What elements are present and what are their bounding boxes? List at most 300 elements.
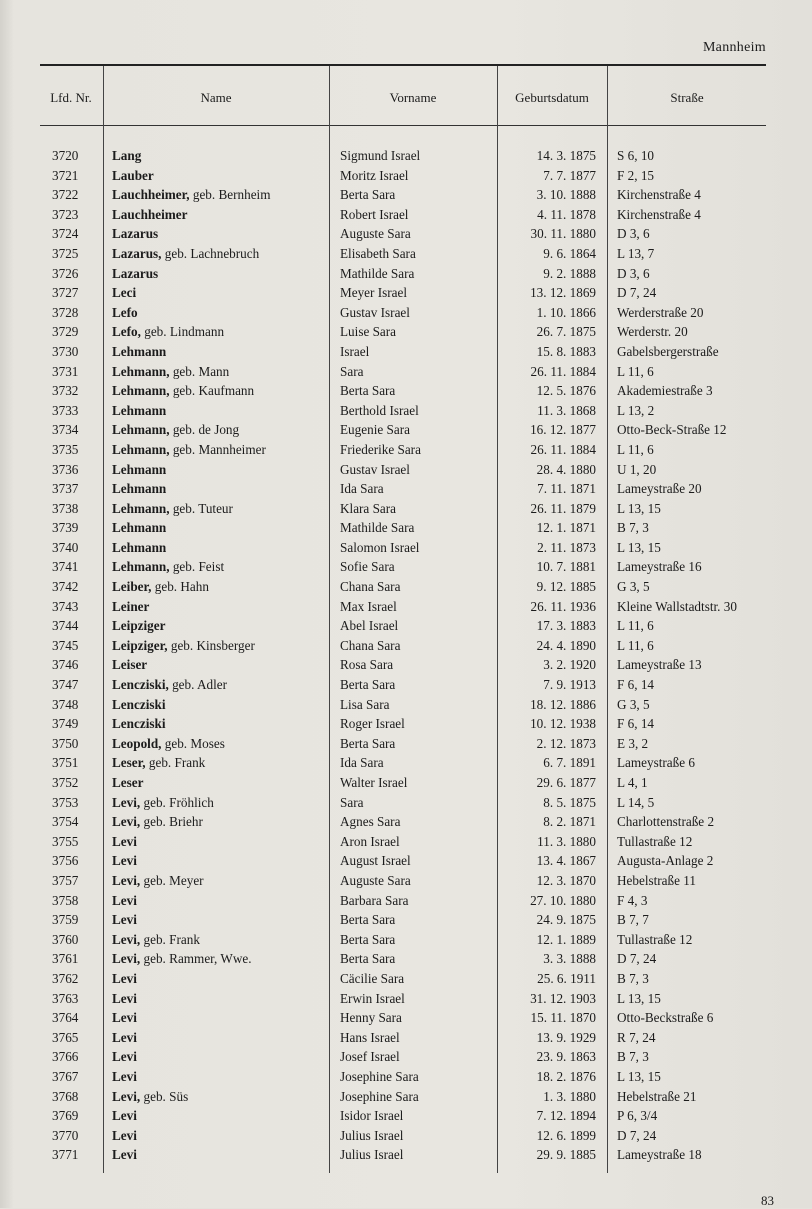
table-row	[40, 812, 780, 832]
cell-birthdate: 16. 12. 1877	[530, 422, 596, 438]
cell-first-name: Chana Sara	[340, 579, 401, 595]
cell-street: L 13, 15	[617, 539, 661, 555]
surname: Lauchheimer	[112, 206, 188, 222]
cell-nr: 3735	[52, 441, 79, 457]
name-suffix: geb. Meyer	[140, 872, 204, 888]
cell-street: Hebelstraße 11	[617, 872, 696, 888]
cell-name	[112, 714, 330, 734]
cell-first-name: Sara	[340, 794, 364, 810]
cell-first-name: Berthold Israel	[340, 402, 419, 418]
cell-first-name: Ida Sara	[340, 481, 384, 497]
cell-name	[112, 636, 330, 656]
cell-street: B 7, 3	[617, 520, 649, 536]
cell-name	[112, 949, 330, 969]
cell-first-name: Erwin Israel	[340, 990, 405, 1006]
cell-name	[112, 479, 330, 499]
cell-nr: 3743	[52, 598, 79, 614]
cell-name	[112, 342, 330, 362]
cell-street: G 3, 5	[617, 696, 650, 712]
surname: Lencziski	[112, 696, 166, 712]
table-row	[40, 518, 780, 538]
table-row	[40, 616, 780, 636]
cell-birthdate: 24. 9. 1875	[536, 912, 596, 928]
cell-first-name: Julius Israel	[340, 1147, 404, 1163]
cell-nr: 3768	[52, 1088, 79, 1104]
table-row	[40, 264, 780, 284]
cell-first-name: Josef Israel	[340, 1049, 400, 1065]
cell-name	[112, 910, 330, 930]
cell-first-name: Mathilde Sara	[340, 520, 415, 536]
cell-name	[112, 616, 330, 636]
name-suffix: geb. Fröhlich	[140, 794, 214, 810]
surname: Lencziski,	[112, 677, 169, 693]
cell-nr: 3764	[52, 1010, 79, 1026]
surname: Levi	[112, 1147, 137, 1163]
cell-birthdate: 27. 10. 1880	[530, 892, 596, 908]
cell-first-name: Eugenie Sara	[340, 422, 410, 438]
surname: Lang	[112, 148, 142, 163]
surname: Leci	[112, 285, 137, 301]
surname: Lehmann,	[112, 559, 170, 575]
table-row	[40, 949, 780, 969]
cell-birthdate: 12. 1. 1889	[536, 931, 596, 947]
cell-nr: 3727	[52, 285, 79, 301]
table-row	[40, 1087, 780, 1107]
cell-name	[112, 655, 330, 675]
cell-nr: 3752	[52, 775, 79, 790]
cell-first-name: Berta Sara	[340, 931, 396, 947]
cell-nr: 3763	[52, 990, 79, 1006]
surname: Leipziger,	[112, 637, 168, 653]
page-number: 83	[761, 1193, 774, 1208]
cell-first-name: Lisa Sara	[340, 696, 390, 712]
surname: Levi,	[112, 951, 141, 967]
cell-birthdate: 15. 11. 1870	[530, 1010, 596, 1026]
cell-first-name: Barbara Sara	[340, 892, 409, 908]
cell-name	[112, 322, 330, 342]
table-row	[40, 577, 780, 597]
cell-street: L 11, 6	[617, 637, 654, 653]
surname: Levi	[112, 1108, 137, 1124]
cell-first-name: Abel Israel	[340, 618, 399, 634]
cell-birthdate: 12. 1. 1871	[536, 520, 596, 536]
cell-nr: 3771	[52, 1147, 79, 1163]
table-row	[40, 283, 780, 303]
table-row	[40, 793, 780, 813]
cell-street: D 3, 6	[617, 226, 650, 242]
cell-birthdate: 7. 12. 1894	[536, 1108, 596, 1124]
cell-name	[112, 989, 330, 1009]
cell-street: D 7, 24	[617, 1127, 657, 1143]
cell-street: Lameystraße 18	[617, 1147, 702, 1163]
cell-birthdate: 3. 2. 1920	[543, 657, 596, 673]
cell-name	[112, 597, 330, 617]
surname: Lauchheimer,	[112, 187, 190, 203]
table-row	[40, 989, 780, 1009]
cell-name	[112, 871, 330, 891]
cell-nr: 3756	[52, 853, 79, 869]
cell-birthdate: 13. 12. 1869	[530, 285, 596, 301]
cell-first-name: Elisabeth Sara	[340, 245, 416, 261]
cell-first-name: August Israel	[340, 853, 411, 869]
cell-nr: 3726	[52, 265, 79, 281]
cell-street: R 7, 24	[617, 1029, 656, 1045]
cell-birthdate: 12. 5. 1876	[536, 383, 596, 399]
cell-first-name: Salomon Israel	[340, 539, 420, 555]
table-row	[40, 557, 780, 577]
name-suffix: geb. Mann	[169, 363, 230, 379]
cell-name	[112, 1087, 330, 1107]
cell-first-name: Roger Israel	[340, 716, 405, 732]
cell-street: Lameystraße 16	[617, 559, 702, 575]
cell-name	[112, 1047, 330, 1067]
cell-first-name: Sofie Sara	[340, 559, 395, 575]
cell-nr: 3747	[52, 677, 79, 693]
cell-street: Charlottenstraße 2	[617, 814, 715, 830]
table-row	[40, 891, 780, 911]
cell-name	[112, 891, 330, 911]
cell-street: L 13, 2	[617, 402, 655, 418]
cell-nr: 3734	[52, 422, 79, 438]
surname: Lehmann	[112, 402, 167, 418]
cell-name	[112, 832, 330, 852]
cell-name	[112, 793, 330, 813]
cell-name	[112, 773, 330, 793]
cell-first-name: Hans Israel	[340, 1029, 400, 1045]
table-row	[40, 753, 780, 773]
cell-birthdate: 6. 7. 1891	[543, 755, 596, 771]
cell-street: L 11, 6	[617, 441, 654, 457]
table-row	[40, 303, 780, 323]
surname: Levi	[112, 1068, 137, 1084]
name-suffix: geb. Feist	[169, 559, 225, 575]
cell-street: F 2, 15	[617, 167, 655, 183]
cell-street: F 6, 14	[617, 677, 655, 693]
cell-nr: 3745	[52, 637, 79, 653]
table-row	[40, 205, 780, 225]
cell-nr: 3761	[52, 951, 79, 967]
cell-first-name: Josephine Sara	[340, 1088, 419, 1104]
cell-birthdate: 15. 8. 1883	[536, 343, 596, 359]
table-row	[40, 675, 780, 695]
name-suffix: geb. Kinsberger	[167, 637, 255, 653]
surname: Lefo	[112, 304, 138, 320]
surname: Lehmann	[112, 539, 167, 555]
cell-birthdate: 3. 3. 1888	[543, 951, 596, 967]
surname: Lehmann,	[112, 422, 170, 438]
cell-name	[112, 460, 330, 480]
name-suffix: geb. Rammer, Wwe.	[140, 951, 252, 967]
cell-street: S 6, 10	[617, 148, 655, 163]
cell-name	[112, 166, 330, 186]
surname: Lehmann,	[112, 500, 170, 516]
cell-first-name: Luise Sara	[340, 324, 397, 340]
cell-first-name: Aron Israel	[340, 833, 400, 849]
cell-name	[112, 283, 330, 303]
surname: Leiber,	[112, 579, 152, 595]
cell-nr: 3742	[52, 579, 79, 595]
cell-name	[112, 244, 330, 264]
cell-first-name: Cäcilie Sara	[340, 970, 405, 986]
cell-street: Werderstr. 20	[617, 324, 688, 340]
cell-birthdate: 23. 9. 1863	[536, 1049, 596, 1065]
cell-name	[112, 1028, 330, 1048]
cell-name	[112, 224, 330, 244]
cell-birthdate: 14. 3. 1875	[536, 148, 596, 163]
cell-birthdate: 26. 11. 1879	[530, 500, 596, 516]
header-rule	[40, 125, 766, 126]
name-suffix: geb. Tuteur	[169, 500, 233, 516]
cell-birthdate: 8. 5. 1875	[543, 794, 596, 810]
table-row	[40, 381, 780, 401]
cell-birthdate: 12. 3. 1870	[536, 872, 596, 888]
surname: Lazarus	[112, 265, 159, 281]
surname: Levi	[112, 1127, 137, 1143]
cell-street: B 7, 3	[617, 970, 649, 986]
top-rule	[40, 64, 766, 66]
cell-nr: 3729	[52, 324, 79, 340]
cell-name	[112, 185, 330, 205]
table-row	[40, 244, 780, 264]
surname: Lehmann	[112, 461, 167, 477]
table-row	[40, 460, 780, 480]
cell-name	[112, 675, 330, 695]
surname: Leiser	[112, 657, 148, 673]
cell-nr: 3753	[52, 794, 79, 810]
surname: Lehmann	[112, 481, 167, 497]
cell-street: Akademiestraße 3	[617, 383, 713, 399]
cell-nr: 3738	[52, 500, 79, 516]
cell-name	[112, 381, 330, 401]
cell-first-name: Josephine Sara	[340, 1068, 419, 1084]
table-row	[40, 146, 780, 166]
surname: Leser	[112, 775, 144, 790]
cell-birthdate: 7. 9. 1913	[543, 677, 596, 693]
cell-birthdate: 8. 2. 1871	[543, 814, 596, 830]
cell-name	[112, 851, 330, 871]
cell-name	[112, 146, 330, 166]
cell-nr: 3740	[52, 539, 79, 555]
cell-birthdate: 9. 2. 1888	[543, 265, 596, 281]
table-row	[40, 322, 780, 342]
cell-birthdate: 1. 3. 1880	[543, 1088, 596, 1104]
cell-name	[112, 734, 330, 754]
cell-name	[112, 695, 330, 715]
name-suffix: geb. Frank	[145, 755, 206, 771]
cell-first-name: Sara	[340, 363, 364, 379]
cell-birthdate: 4. 11. 1878	[537, 206, 596, 222]
table-row	[40, 714, 780, 734]
table-row	[40, 420, 780, 440]
surname: Levi	[112, 990, 137, 1006]
cell-birthdate: 10. 12. 1938	[530, 716, 596, 732]
name-suffix: geb. Lindmann	[140, 324, 225, 340]
surname: Levi	[112, 970, 137, 986]
table-row	[40, 440, 780, 460]
cell-nr: 3758	[52, 892, 79, 908]
table-row	[40, 1047, 780, 1067]
cell-birthdate: 25. 6. 1911	[537, 970, 596, 986]
surname: Levi	[112, 892, 137, 908]
cell-first-name: Berta Sara	[340, 187, 396, 203]
table-row	[40, 1008, 780, 1028]
cell-street: Hebelstraße 21	[617, 1088, 697, 1104]
surname: Lazarus,	[112, 245, 162, 261]
cell-birthdate: 13. 4. 1867	[536, 853, 596, 869]
cell-nr: 3754	[52, 814, 79, 830]
cell-name	[112, 303, 330, 323]
cell-birthdate: 11. 3. 1868	[537, 402, 596, 418]
table-row	[40, 655, 780, 675]
surname: Levi	[112, 1049, 137, 1065]
cell-name	[112, 577, 330, 597]
cell-street: Werderstraße 20	[617, 304, 704, 320]
cell-street: Gabelsbergerstraße	[617, 343, 719, 359]
table-row	[40, 224, 780, 244]
cell-nr: 3725	[52, 245, 79, 261]
cell-street: L 11, 6	[617, 363, 654, 379]
cell-birthdate: 29. 9. 1885	[536, 1147, 596, 1163]
table-row	[40, 362, 780, 382]
cell-name	[112, 401, 330, 421]
cell-name	[112, 538, 330, 558]
cell-first-name: Isidor Israel	[340, 1108, 404, 1124]
column-header-nr: Lfd. Nr.	[50, 90, 92, 105]
name-suffix: geb. Hahn	[151, 579, 209, 595]
name-suffix: geb. Kaufmann	[169, 383, 255, 399]
cell-birthdate: 30. 11. 1880	[530, 226, 596, 242]
cell-street: D 7, 24	[617, 285, 657, 301]
table-row	[40, 166, 780, 186]
cell-birthdate: 1. 10. 1866	[536, 304, 596, 320]
table-row	[40, 479, 780, 499]
cell-nr: 3766	[52, 1049, 79, 1065]
table-row	[40, 773, 780, 793]
cell-name	[112, 557, 330, 577]
name-suffix: geb. Moses	[161, 735, 225, 751]
cell-street: E 3, 2	[617, 735, 649, 751]
table-row	[40, 538, 780, 558]
column-header-first-name: Vorname	[389, 90, 437, 105]
name-suffix: geb. Briehr	[140, 814, 203, 830]
cell-birthdate: 7. 11. 1871	[537, 481, 596, 497]
cell-birthdate: 9. 6. 1864	[543, 245, 596, 261]
cell-first-name: Friederike Sara	[340, 441, 421, 457]
table-row	[40, 185, 780, 205]
cell-birthdate: 18. 12. 1886	[530, 696, 596, 712]
cell-name	[112, 753, 330, 773]
cell-birthdate: 26. 11. 1936	[530, 598, 596, 614]
cell-nr: 3770	[52, 1127, 79, 1143]
surname: Lehmann,	[112, 363, 170, 379]
surname: Levi	[112, 1010, 137, 1026]
cell-nr: 3746	[52, 657, 79, 673]
surname: Lehmann,	[112, 383, 170, 399]
table-row	[40, 401, 780, 421]
table-row	[40, 910, 780, 930]
cell-street: Otto-Beck-Straße 12	[617, 422, 727, 438]
cell-nr: 3769	[52, 1108, 79, 1124]
cell-name	[112, 1067, 330, 1087]
cell-first-name: Israel	[340, 343, 370, 359]
surname: Levi	[112, 912, 137, 928]
table-row	[40, 499, 780, 519]
cell-first-name: Berta Sara	[340, 735, 396, 751]
table-row	[40, 871, 780, 891]
cell-birthdate: 26. 7. 1875	[536, 324, 596, 340]
cell-first-name: Moritz Israel	[340, 167, 409, 183]
cell-nr: 3724	[52, 226, 79, 242]
name-suffix: geb. Süs	[140, 1088, 189, 1104]
cell-street: F 4, 3	[617, 892, 648, 908]
cell-first-name: Henny Sara	[340, 1010, 402, 1026]
surname: Leiner	[112, 598, 150, 614]
cell-birthdate: 28. 4. 1880	[536, 461, 596, 477]
cell-nr: 3728	[52, 304, 79, 320]
cell-nr: 3731	[52, 363, 79, 379]
table-body	[40, 146, 780, 1165]
cell-nr: 3732	[52, 383, 79, 399]
cell-birthdate: 13. 9. 1929	[536, 1029, 596, 1045]
cell-street: P 6, 3/4	[617, 1108, 658, 1124]
page-header-place: Mannheim	[702, 40, 766, 55]
surname: Leser,	[112, 755, 146, 771]
surname: Lauber	[112, 167, 154, 183]
surname: Levi	[112, 833, 137, 849]
surname: Lehmann	[112, 520, 167, 536]
cell-birthdate: 26. 11. 1884	[530, 441, 596, 457]
cell-nr: 3762	[52, 970, 79, 986]
cell-street: G 3, 5	[617, 579, 650, 595]
cell-street: L 11, 6	[617, 618, 654, 634]
table-row	[40, 734, 780, 754]
cell-nr: 3721	[52, 167, 79, 183]
cell-name	[112, 812, 330, 832]
name-suffix: geb. Mannheimer	[169, 441, 266, 457]
cell-birthdate: 10. 7. 1881	[536, 559, 596, 575]
cell-birthdate: 9. 12. 1885	[536, 579, 596, 595]
table-row	[40, 1126, 780, 1146]
cell-street: B 7, 3	[617, 1049, 649, 1065]
cell-nr: 3741	[52, 559, 79, 575]
name-suffix: geb. Frank	[140, 931, 200, 947]
table-row	[40, 1067, 780, 1087]
cell-first-name: Max Israel	[340, 598, 397, 614]
cell-name	[112, 969, 330, 989]
cell-name	[112, 518, 330, 538]
cell-nr: 3750	[52, 735, 79, 751]
cell-street: Augusta-Anlage 2	[617, 853, 714, 869]
cell-name	[112, 440, 330, 460]
cell-nr: 3722	[52, 187, 79, 203]
cell-first-name: Walter Israel	[340, 775, 408, 790]
column-header-name: Name	[200, 90, 232, 105]
cell-first-name: Klara Sara	[340, 500, 397, 516]
cell-nr: 3759	[52, 912, 79, 928]
cell-first-name: Julius Israel	[340, 1127, 404, 1143]
cell-name	[112, 499, 330, 519]
cell-first-name: Rosa Sara	[340, 657, 394, 673]
cell-street: Otto-Beckstraße 6	[617, 1010, 714, 1026]
cell-street: Kirchenstraße 4	[617, 187, 701, 203]
cell-birthdate: 31. 12. 1903	[530, 990, 596, 1006]
cell-nr: 3748	[52, 696, 79, 712]
surname: Levi,	[112, 872, 141, 888]
cell-nr: 3767	[52, 1068, 79, 1084]
cell-name	[112, 205, 330, 225]
cell-birthdate: 24. 4. 1890	[536, 637, 596, 653]
surname: Levi	[112, 1029, 137, 1045]
